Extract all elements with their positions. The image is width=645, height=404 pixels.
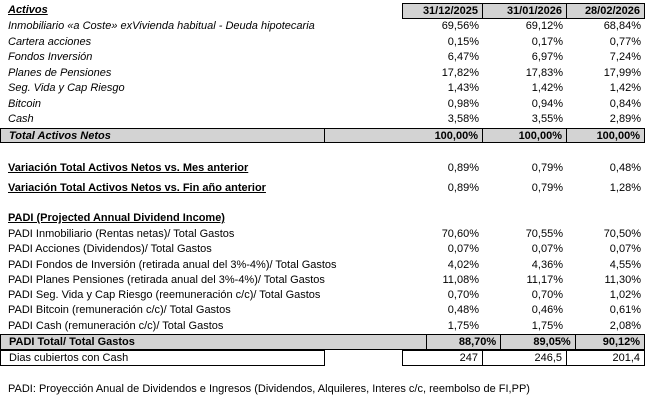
cell-value[interactable]: 7,24% xyxy=(609,51,641,63)
row-label[interactable]: PADI Inmobiliario (Rentas netas)/ Total Gastos xyxy=(8,228,235,240)
cell-value[interactable]: 0,98% xyxy=(447,97,479,110)
cell-value[interactable]: 0,77% xyxy=(609,35,641,48)
cell-value[interactable]: 3,55% xyxy=(531,113,563,125)
padi-row xyxy=(0,242,645,257)
row-label[interactable]: Fondos Inversión xyxy=(8,51,93,63)
total-row-label[interactable]: Total Activos Netos xyxy=(0,128,325,144)
cell-value[interactable]: 0,89% xyxy=(447,182,479,194)
cell-value[interactable]: 2,08% xyxy=(609,319,641,332)
cell-value[interactable]: 70,50% xyxy=(603,228,641,240)
dias-cubiertos-row xyxy=(0,350,645,366)
activos-row xyxy=(0,50,645,66)
row-label[interactable]: Cartera acciones xyxy=(8,35,92,48)
padi-section-title[interactable]: PADI (Projected Annual Dividend Income) xyxy=(8,212,225,224)
activos-row xyxy=(0,35,645,51)
cell-value[interactable]: 247 xyxy=(402,350,483,366)
cell-value[interactable]: 0,07% xyxy=(447,243,479,256)
cell-value[interactable]: 6,47% xyxy=(447,51,479,63)
cell-value[interactable]: 0,15% xyxy=(447,35,479,48)
cell-value[interactable]: 4,55% xyxy=(609,258,641,271)
cell-value[interactable]: 0,70% xyxy=(447,289,479,302)
row-label[interactable]: Dias cubiertos con Cash xyxy=(0,350,325,366)
row-label[interactable]: Bitcoin xyxy=(8,97,42,110)
column-header-date-3[interactable]: 28/02/2026 xyxy=(567,3,645,19)
row-label[interactable]: PADI Planes Pensiones (retirada anual del 3%-4%)/ Total Gastos xyxy=(8,273,325,286)
cell-value[interactable]: 68,84% xyxy=(603,20,641,32)
cell-value[interactable]: 0,07% xyxy=(609,243,641,256)
cell-value[interactable]: 0,70% xyxy=(531,289,563,302)
cell-value[interactable]: 3,58% xyxy=(447,113,479,125)
activos-row xyxy=(0,19,645,35)
row-label[interactable]: PADI Seg. Vida y Cap Riesgo (reemuneración c/c)/ Total Gastos xyxy=(8,289,321,302)
cell-value[interactable]: 11,30% xyxy=(604,273,641,286)
cell-value[interactable]: 1,75% xyxy=(531,319,563,332)
cell-value[interactable]: 17,99% xyxy=(603,66,641,79)
cell-value[interactable]: 1,02% xyxy=(609,289,641,302)
column-header-date-2[interactable]: 31/01/2026 xyxy=(483,3,567,19)
cell-value[interactable]: 70,60% xyxy=(441,228,479,240)
row-label[interactable]: Cash xyxy=(8,113,34,125)
row-label[interactable]: Seg. Vida y Cap Riesgo xyxy=(8,82,125,94)
cell-value[interactable]: 2,89% xyxy=(609,113,641,125)
cell-value[interactable]: 1,28% xyxy=(609,182,641,194)
activos-row xyxy=(0,66,645,82)
cell-value[interactable]: 201,4 xyxy=(567,350,645,366)
padi-section-header xyxy=(0,211,645,227)
cell-value[interactable]: 1,75% xyxy=(447,319,479,332)
cell-value[interactable]: 69,56% xyxy=(441,20,479,32)
cell-value[interactable]: 0,84% xyxy=(609,97,641,110)
cell-value[interactable]: 100,00% xyxy=(567,128,645,144)
cell-value[interactable]: 69,12% xyxy=(525,20,563,32)
variacion-row xyxy=(0,161,645,177)
padi-row xyxy=(0,273,645,288)
cell-value[interactable]: 100,00% xyxy=(483,128,567,144)
row-label[interactable]: Variación Total Activos Netos vs. Mes anterior xyxy=(8,162,249,174)
row-label[interactable]: PADI Cash (remuneración c/c)/ Total Gastos xyxy=(8,319,224,332)
cell-value[interactable]: 246,5 xyxy=(483,350,567,366)
cell-value[interactable]: 17,82% xyxy=(441,66,479,79)
cell-value[interactable]: 90,12% xyxy=(576,334,645,350)
cell-value[interactable]: 0,07% xyxy=(531,243,563,256)
cell-value[interactable]: 0,79% xyxy=(531,182,563,194)
cell-value[interactable]: 0,94% xyxy=(531,97,563,110)
padi-row xyxy=(0,319,645,334)
row-label[interactable]: PADI Acciones (Dividendos)/ Total Gastos xyxy=(8,243,212,256)
activos-row xyxy=(0,97,645,113)
activos-row xyxy=(0,81,645,97)
cell-value[interactable]: 0,48% xyxy=(609,162,641,174)
cell-value[interactable]: 70,55% xyxy=(525,228,563,240)
cell-value[interactable]: 4,02% xyxy=(447,258,479,271)
row-label[interactable]: Planes de Pensiones xyxy=(8,66,112,79)
cell-value[interactable]: 1,42% xyxy=(531,82,563,94)
cell-value[interactable]: 100,00% xyxy=(325,128,483,144)
cell-value[interactable]: 11,08% xyxy=(442,273,479,286)
padi-row xyxy=(0,288,645,303)
cell-value[interactable]: 4,36% xyxy=(531,258,563,271)
cell-value[interactable]: 0,17% xyxy=(531,35,563,48)
cell-value[interactable]: 0,89% xyxy=(447,162,479,174)
padi-total-row xyxy=(0,334,645,350)
spacer-cell xyxy=(325,3,402,19)
cell-value[interactable]: 6,97% xyxy=(531,51,563,63)
header-row xyxy=(0,3,645,19)
cell-value[interactable]: 0,61% xyxy=(609,304,641,317)
cell-value[interactable]: 1,42% xyxy=(609,82,641,94)
cell-value[interactable]: 0,46% xyxy=(531,304,563,317)
column-header-date-1[interactable]: 31/12/2025 xyxy=(402,3,483,19)
padi-row xyxy=(0,227,645,242)
cell-value[interactable]: 89,05% xyxy=(501,334,576,350)
row-label[interactable]: Variación Total Activos Netos vs. Fin año anterior xyxy=(8,182,266,194)
cell-value[interactable]: 17,83% xyxy=(525,66,563,79)
cell-value[interactable]: 88,70% xyxy=(427,334,502,350)
padi-row xyxy=(0,258,645,273)
activos-row xyxy=(0,112,645,128)
row-label[interactable]: PADI Bitcoin (remuneración c/c)/ Total Gastos xyxy=(8,304,231,317)
row-label[interactable]: Inmobiliario «a Coste» exVivienda habitual - Deuda hipotecaria xyxy=(8,20,315,32)
total-activos-row xyxy=(0,128,645,144)
padi-footnote: PADI: Proyección Anual de Dividendos e Ingresos (Dividendos, Alquileres, Interes c/c, reembolso de FI,PP) xyxy=(8,383,530,396)
row-label[interactable]: PADI Fondos de Inversión (retirada anual del 3%-4%)/ Total Gastos xyxy=(8,258,337,271)
cell-value[interactable]: 0,79% xyxy=(531,162,563,174)
cell-value[interactable]: 0,48% xyxy=(447,304,479,317)
cell-value[interactable]: 1,43% xyxy=(447,82,479,94)
cell-value[interactable]: 11,17% xyxy=(526,273,563,286)
variacion-row xyxy=(0,181,645,197)
activos-section-title[interactable]: Activos xyxy=(8,4,48,16)
padi-row xyxy=(0,303,645,318)
total-row-label[interactable]: PADI Total/ Total Gastos xyxy=(0,334,427,350)
